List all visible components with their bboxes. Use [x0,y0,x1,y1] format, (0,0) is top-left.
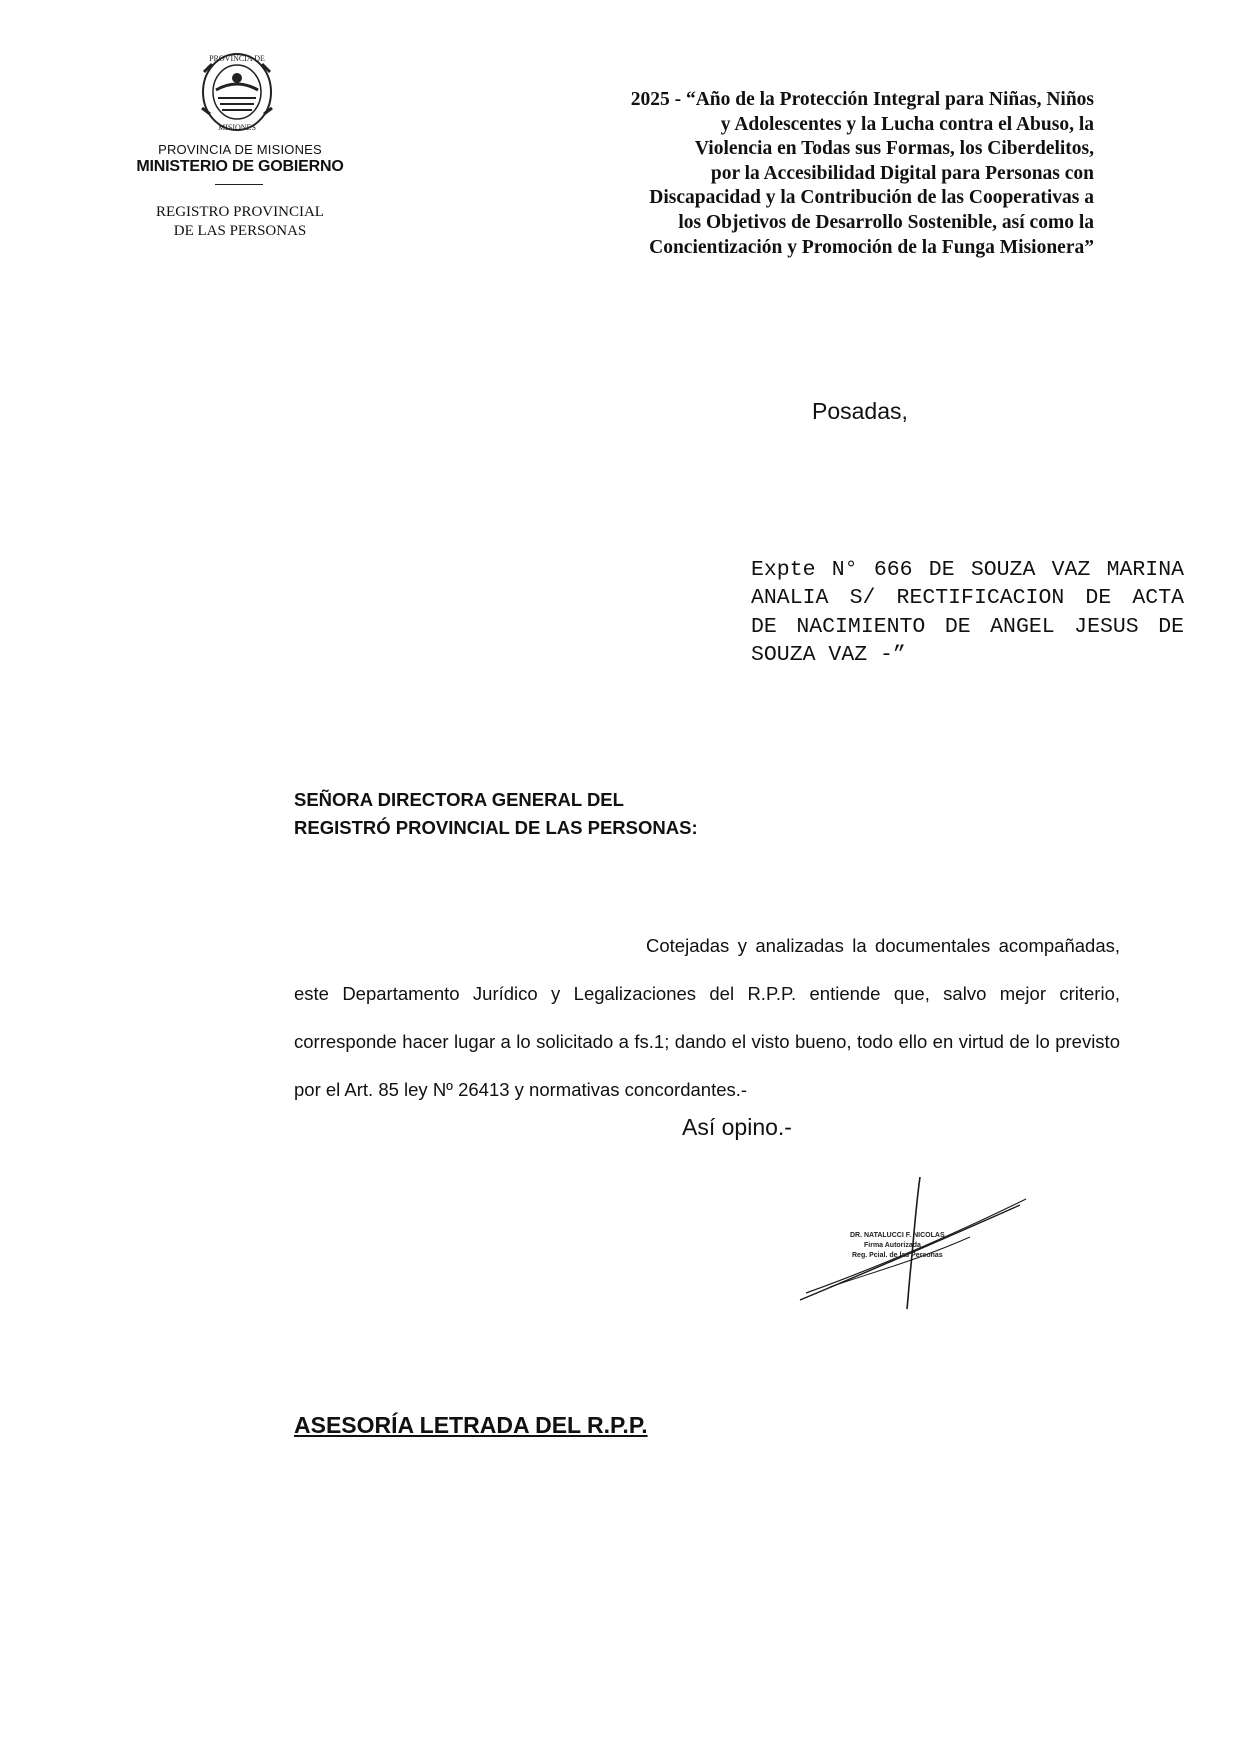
motto-line: Discapacidad y la Contribución de las Cooperativas a [649,187,1094,209]
motto-line: los Objetivos de Desarrollo Sostenible, así como la [678,211,1094,233]
stamp-line-2: Firma Autorizada [864,1242,921,1249]
year-motto [470,88,1094,260]
office-heading: ASESORÍA LETRADA DEL R.P.P. [294,1412,648,1438]
place-date: Posadas, [812,398,908,424]
province-name: PROVINCIA DE MISIONES [158,142,322,157]
ministry-name: MINISTERIO DE GOBIERNO [136,158,344,175]
signature [790,1175,1040,1315]
body-text: Cotejadas y analizadas la documentales acompañadas, este Departamento Jurídico y Legalizaciones del R.P.P. entiende que, salvo mejor criterio, corresponde hacer lugar a lo solicitado a fs.1; dando el visto bueno, todo ello en virtud de lo previsto por el Art. 85 ley Nº 26413 y normativas concordantes.- [294,935,1120,1100]
salutation-line-2: REGISTRÓ PROVINCIAL DE LAS PERSONAS: [294,817,698,838]
body-paragraph [294,922,1120,1114]
motto-line: Concientización y Promoción de la Funga Misionera” [649,236,1094,258]
registry-line-2: DE LAS PERSONAS [173,223,307,239]
registry-name [120,203,360,241]
motto-line: por la Accesibilidad Digital para Personas con [710,162,1094,184]
provincial-emblem [192,48,282,134]
closing-phrase: Así opino.- [682,1114,792,1140]
registry-line-1: REGISTRO PROVINCIAL [156,204,324,220]
emblem-bottom-text: MISIONES [218,123,256,132]
case-reference: Expte N° 666 DE SOUZA VAZ MARINA ANALIA S/ RECTIFICACION DE ACTA DE NACIMIENTO DE ANGEL JESUS DE SOUZA VAZ -” [751,558,1184,668]
stamp-line-3: Reg. Pcial. de las Personas [852,1252,943,1259]
header-divider [215,184,263,185]
motto-line: 2025 - “Año de la Protección Integral para Niñas, Niños [630,89,1094,110]
motto-line: Violencia en Todas sus Formas, los Ciberdelitos, [694,138,1094,160]
emblem-top-text: PROVINCIA DE [209,54,265,63]
salutation [294,786,698,842]
salutation-line-1: SEÑORA DIRECTORA GENERAL DEL [294,789,624,810]
motto-line: y Adolescentes y la Lucha contra el Abuso, la [720,113,1094,135]
stamp-line-1: DR. NATALUCCI F. NICOLAS [850,1232,945,1239]
